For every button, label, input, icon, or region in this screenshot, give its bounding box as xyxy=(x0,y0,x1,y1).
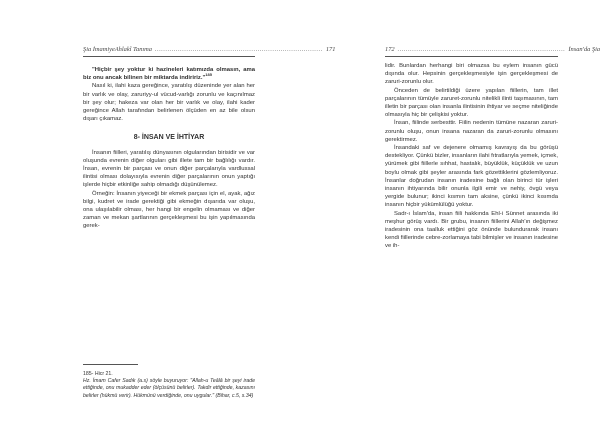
right-header-title: İnsan'da Şia xyxy=(568,46,600,53)
right-header-dots: ................................................................................ xyxy=(397,46,566,53)
footnote-number: 185- Hicr 21. xyxy=(83,371,113,377)
right-page-header xyxy=(385,44,600,57)
verse-quote-text: "Hiçbir şey yoktur ki hazineleri katımızda olmasın, ama biz onu ancak bilinen bir miktarda indiririz." xyxy=(83,67,255,82)
right-page xyxy=(300,0,600,424)
paragraph: Nasıl ki, ilahi kaza gereğince, yaratılış düzeninde yer alan her bir varlık ve olay, zaruriyy-ul vücud-varlığı zorunlu ve kaçınılmaz bir şey olur; hakeza var olan her bir varlık ve olay, ilahi kader gereğince Allah tarafından belirlenen ölçüden en az bile olsun dışarı çıkamaz. xyxy=(83,83,255,123)
section-title: 8- İNSAN VE İHTİYAR xyxy=(133,134,205,142)
left-page-body xyxy=(83,66,255,231)
footnote xyxy=(83,371,255,400)
paragraph: İnsandaki saf ve dejenere olmamış kavrayış da bu görüşü destekliyor. Çünkü bizler, insanların ilahi fıtratlarıyla yemek, içmek, yürümek gibi fiillerle sıhhat, hastalık, büyüklük, küçüklük ve uzun boylu olmak gibi şeyler arasında fark gözettiklerini gözlemliyoruz. İnsanlar doğrudan insanın iradesine bağlı olan birinci tür işleri insanın ihtiyarında bilir onunla ilgili emir ve nehiy, övgü veya yergide bulunur; ikinci kısmın tam aksine, çünkü ikinci kısımda insanın hiçbir yükümlülüğü yoktur. xyxy=(385,145,558,209)
paragraph: Örneğin: İnsanın yiyeceği bir ekmek parçası için el, ayak, ağız bilgi, kudret ve irade gerektiği gibi ekmeğin dışarıda var oluşu, ona ulaşılabilir olması, her hangi bir engelin olmaması ve diğer zaman ve mekan şartlarının gerçekleşmesi bu işin yapılmasında gerek- xyxy=(83,190,255,230)
verse-quote xyxy=(83,66,255,82)
paragraph: Önceden de belirtildiği üzere yapılan fiillerin, tam illet parçalarının tümüyle zaruret-zorunlu nitelikli ilinti taşımasının, tam illetin bir parçası olan insanla ilintisinin ihtiyar ve seçme niteliğinde olmasıyla hiç bir çelişkisi yoktur. xyxy=(385,87,558,119)
footnote-divider xyxy=(83,364,138,365)
paragraph: lidir. Bunlardan herhangi biri olmazsa bu eylem insanın gücü dışında olur. Hepsinin gerçekleşmesiyle işin gerçekleşmesi de zaruri-zorunlu olur. xyxy=(385,63,558,86)
left-header-dots: ................................................................................ xyxy=(155,46,323,53)
footnote-ref: 185 xyxy=(205,72,212,78)
footnote-text: Hz. İmam Cafer Sadık (a.s) söyle buyuruyor: "Allah-u Teâlâ bir şeyi irade ettiğinde, onu mukadder eder (ölçüsünü belirler). Takdir ettiğinde, kazasını belirler (hükmü verir). Hükmünü verdiğinde, onu uygular." (Bihar, c.5, s.34) xyxy=(83,378,255,399)
left-page-number: 171 xyxy=(325,46,336,53)
left-header-title: Şia İmamiyeAhlakî Tanıma xyxy=(83,46,152,53)
right-page-body xyxy=(385,62,558,251)
paragraph: İnsanın fiilleri, yaratılış dünyasının olgularından birisidir ve var oluşunda evrenin diğer olguları gibi illete tam bir bağlılığı vardır. İnsan, evrenin bir parçası ve onun diğer parçalarıyla vardlussal ilintisi olması dolayısıyla evrenin diğer parçalarının onun yaptığı işlerde hiçbir etkinliğe sahip olmadığı düşünülemez. xyxy=(83,149,255,189)
right-page-number: 172 xyxy=(385,46,395,53)
paragraph: İnsan, fiilinde serbesttir. Fiilin nedenin tümüne nazaran zaruri-zorunlu oluşu, onun insana nazaran da zaruri-zorunlu olmasını gerektirmez. xyxy=(385,120,558,143)
paragraph: Sadr-ı İslam'da, insan fiili hakkında Ehl-i Sünnet arasında iki meşhur görüş vardı. Bir grubu, insanın fiillerini Allah'ın değişmez iradesinin ona taalluk ettiğini göz önünde bulundurarak insanı kendi fiillerinde cebre-zorlamaya tabi bilmişler ve insanın iradesine ve ih- xyxy=(385,210,558,250)
left-page-header xyxy=(83,44,336,57)
